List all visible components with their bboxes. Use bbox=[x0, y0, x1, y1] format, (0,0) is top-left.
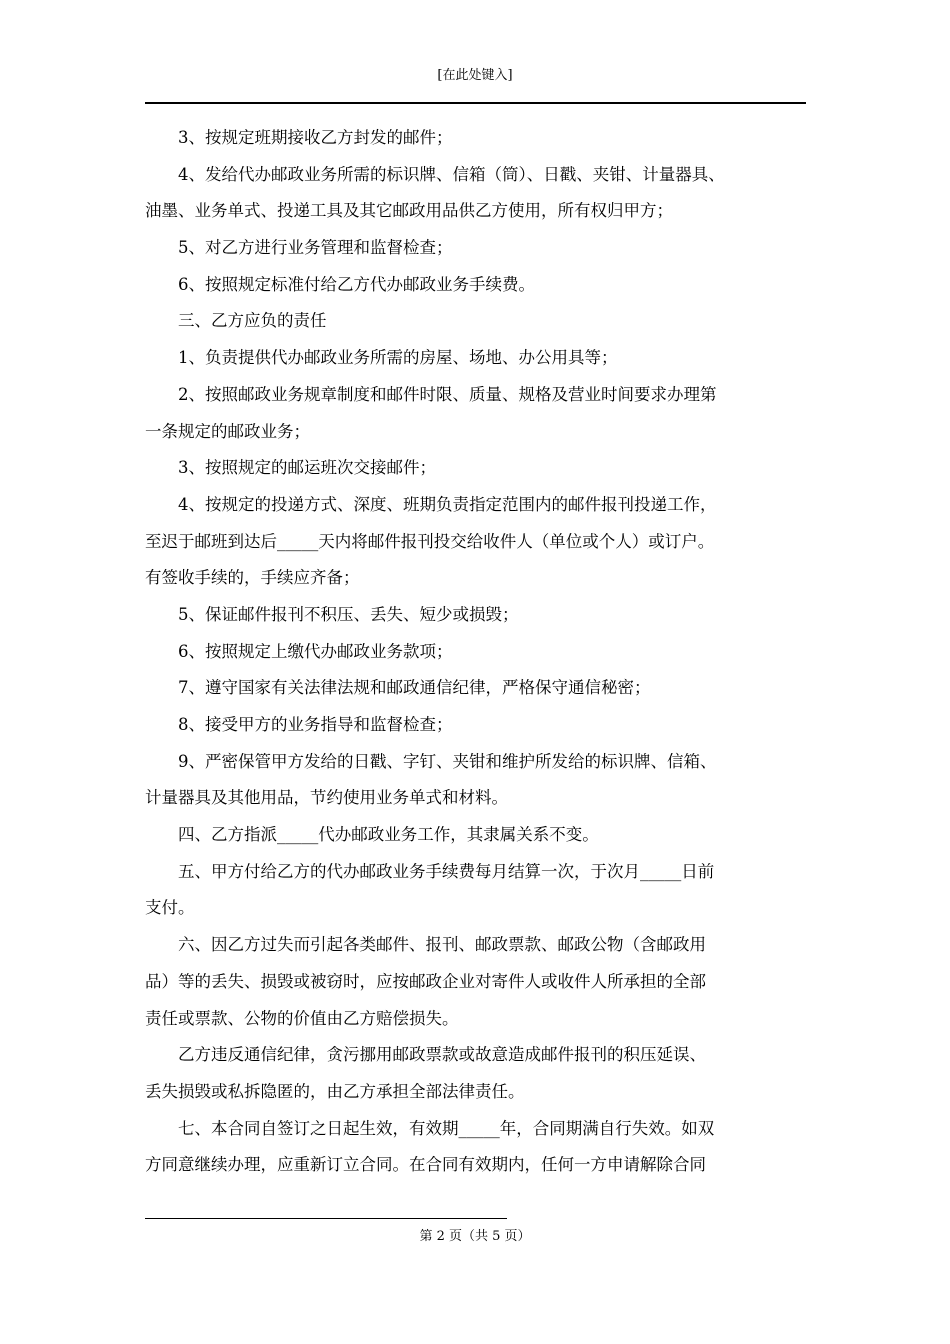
section-6-liability bbox=[145, 1037, 806, 1110]
text-line: 三、乙方应负的责任 bbox=[178, 311, 327, 331]
text-segment: 至迟于邮班到达后 bbox=[145, 531, 277, 551]
fill-in-blank-years: _____ bbox=[458, 1118, 500, 1138]
clause-b3 bbox=[145, 450, 806, 487]
text-line: 8、接受甲方的业务指导和监督检查； bbox=[178, 715, 453, 734]
clause-a3 bbox=[145, 120, 806, 157]
footer-divider bbox=[145, 1218, 507, 1219]
text-line: 支付。 bbox=[145, 898, 195, 918]
text-line: 油墨、业务单式、投递工具及其它邮政用品供乙方使用，所有权归甲方； bbox=[145, 201, 673, 221]
page-header: [在此处键入] bbox=[437, 68, 513, 83]
text-line: 六、因乙方过失而引起各类邮件、报刊、邮政票款、邮政公物（含邮政用 bbox=[178, 935, 706, 955]
header-divider bbox=[145, 102, 806, 104]
clause-a4 bbox=[145, 157, 806, 230]
clause-b4 bbox=[145, 487, 806, 597]
text-line: 5、保证邮件报刊不积压、丢失、短少或损毁； bbox=[178, 604, 519, 624]
text-segment: 年，合同期满自行失效。如双 bbox=[499, 1118, 715, 1138]
text-line: 9、严密保管甲方发给的日戳、字钉、夹钳和维护所发给的标识牌、信箱、 bbox=[178, 751, 717, 771]
document-body bbox=[145, 120, 806, 1184]
clause-b5 bbox=[145, 597, 806, 634]
text-line bbox=[145, 817, 806, 854]
fill-in-blank-day: _____ bbox=[640, 861, 682, 881]
section-heading-3 bbox=[145, 303, 806, 340]
text-line: 5、对乙方进行业务管理和监督检查； bbox=[178, 238, 453, 258]
text-line bbox=[145, 524, 806, 561]
text-line: 3、按规定班期接收乙方封发的邮件； bbox=[178, 128, 453, 147]
clause-a6 bbox=[145, 267, 806, 304]
clause-b9 bbox=[145, 744, 806, 817]
clause-b8 bbox=[145, 707, 806, 744]
text-line: 4、按规定的投递方式、深度、班期负责指定范围内的邮件报刊投递工作， bbox=[178, 494, 717, 514]
text-line: 6、按照规定上缴代办邮政业务款项； bbox=[178, 641, 453, 661]
text-line: 4、发给代办邮政业务所需的标识牌、信箱（筒）、日戳、夹钳、计量器具、 bbox=[178, 164, 725, 184]
text-line: 6、按照规定标准付给乙方代办邮政业务手续费。 bbox=[178, 274, 535, 294]
fill-in-blank-days: _____ bbox=[277, 531, 319, 551]
text-segment: 五、甲方付给乙方的代办邮政业务手续费每月结算一次，于次月 bbox=[178, 861, 640, 881]
section-7 bbox=[145, 1111, 806, 1184]
section-6 bbox=[145, 927, 806, 1037]
text-line bbox=[145, 854, 806, 891]
text-segment: 代办邮政业务工作，其隶属关系不变。 bbox=[318, 825, 599, 845]
text-line: 乙方违反通信纪律，贪污挪用邮政票款或故意造成邮件报刊的积压延误、 bbox=[178, 1045, 706, 1065]
text-line: 一条规定的邮政业务； bbox=[145, 421, 310, 441]
clause-b7 bbox=[145, 670, 806, 707]
page-number: 第 2 页（共 5 页） bbox=[419, 1229, 531, 1244]
clause-b1 bbox=[145, 340, 806, 377]
section-4 bbox=[145, 817, 806, 854]
text-segment: 日前 bbox=[681, 861, 715, 881]
section-5 bbox=[145, 854, 806, 927]
text-segment: 七、本合同自签订之日起生效，有效期 bbox=[178, 1118, 459, 1138]
clause-b2 bbox=[145, 377, 806, 450]
text-line: 有签收手续的，手续应齐备； bbox=[145, 568, 360, 588]
text-segment: 四、乙方指派 bbox=[178, 825, 277, 845]
text-line: 计量器具及其他用品，节约使用业务单式和材料。 bbox=[145, 788, 508, 808]
text-line bbox=[145, 1111, 806, 1148]
text-line: 2、按照邮政业务规章制度和邮件时限、质量、规格及营业时间要求办理第 bbox=[178, 384, 717, 404]
text-line: 方同意继续办理，应重新订立合同。在合同有效期内，任何一方申请解除合同 bbox=[145, 1155, 706, 1175]
text-line: 责任或票款、公物的价值由乙方赔偿损失。 bbox=[145, 1008, 459, 1028]
clause-b6 bbox=[145, 634, 806, 671]
text-segment: 天内将邮件报刊投交给收件人（单位或个人）或订户。 bbox=[318, 531, 715, 551]
text-line: 3、按照规定的邮运班次交接邮件； bbox=[178, 458, 436, 478]
text-line: 7、遵守国家有关法律法规和邮政通信纪律，严格保守通信秘密； bbox=[178, 678, 651, 698]
text-line: 品）等的丢失、损毁或被窃时，应按邮政企业对寄件人或收件人所承担的全部 bbox=[145, 971, 706, 991]
text-line: 1、负责提供代办邮政业务所需的房屋、场地、办公用具等； bbox=[178, 348, 618, 368]
clause-a5 bbox=[145, 230, 806, 267]
text-line: 丢失损毁或私拆隐匿的，由乙方承担全部法律责任。 bbox=[145, 1081, 525, 1101]
fill-in-blank-assignee: _____ bbox=[277, 825, 319, 845]
